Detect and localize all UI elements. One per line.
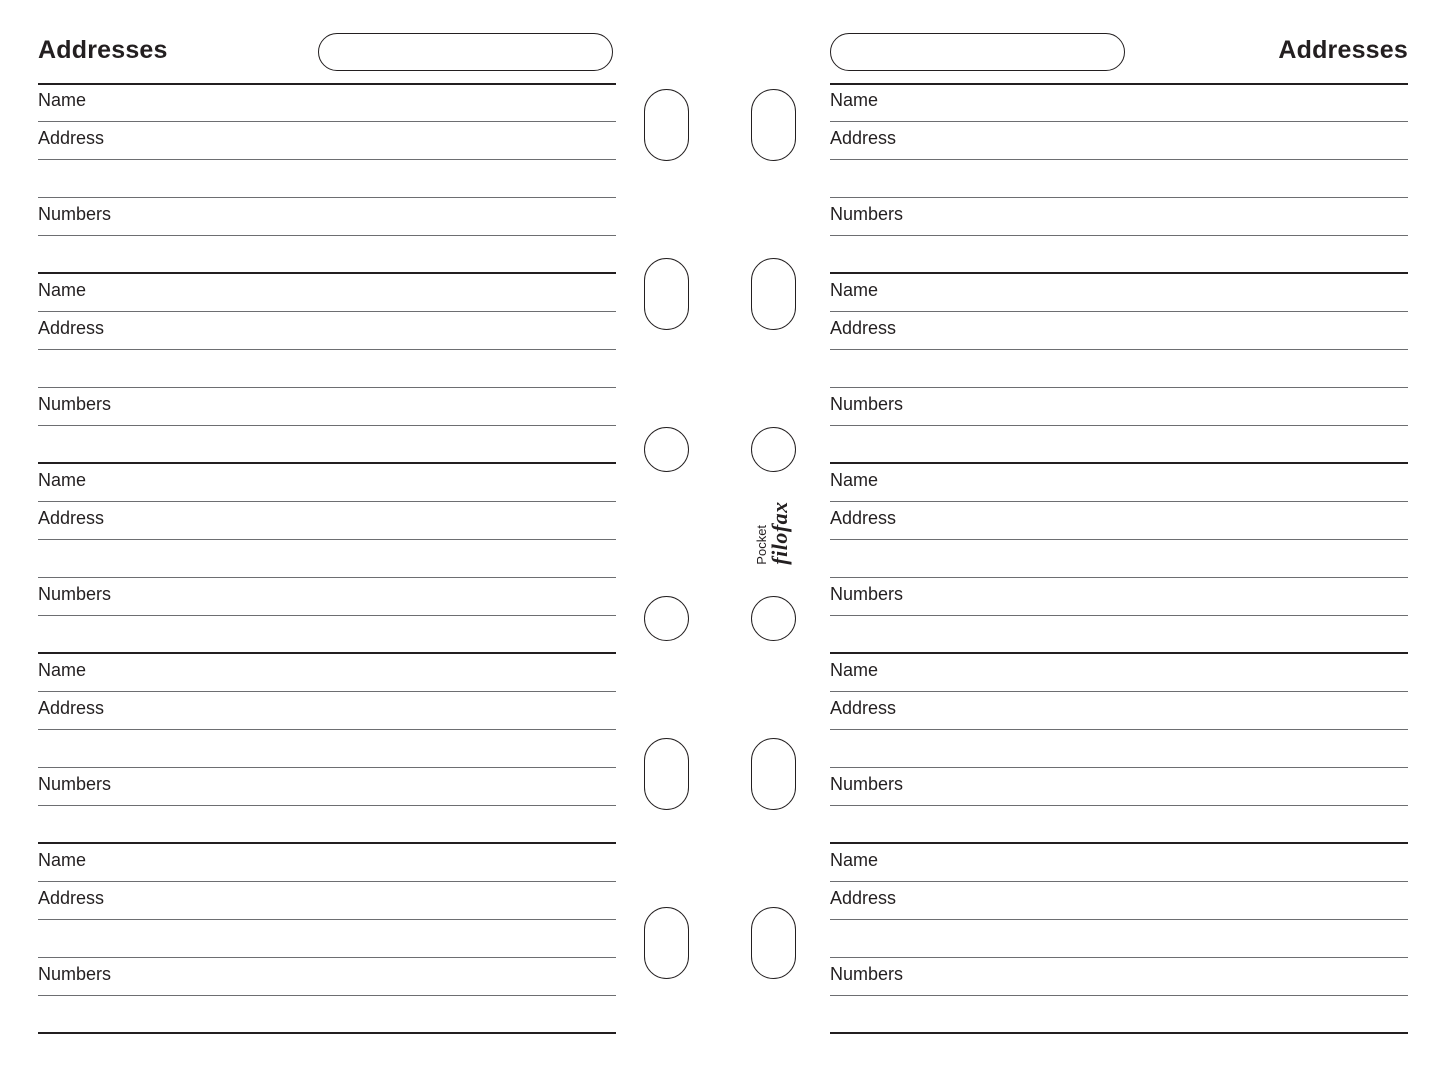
name-label: Name bbox=[830, 470, 879, 490]
address-row[interactable] bbox=[38, 882, 616, 920]
address-line-row[interactable] bbox=[830, 350, 1408, 388]
address-label: Address bbox=[830, 698, 897, 718]
address-line-row[interactable] bbox=[38, 540, 616, 578]
name-row[interactable] bbox=[830, 844, 1408, 882]
address-row[interactable] bbox=[830, 882, 1408, 920]
name-label: Name bbox=[38, 470, 87, 490]
address-row[interactable] bbox=[830, 692, 1408, 730]
numbers-label: Numbers bbox=[38, 584, 112, 604]
name-label: Name bbox=[830, 850, 879, 870]
address-label: Address bbox=[38, 128, 105, 148]
numbers-line-row[interactable] bbox=[38, 236, 616, 274]
numbers-line-row[interactable] bbox=[830, 996, 1408, 1034]
numbers-row[interactable] bbox=[38, 768, 616, 806]
numbers-row[interactable] bbox=[38, 958, 616, 996]
numbers-line-row[interactable] bbox=[38, 806, 616, 844]
numbers-row[interactable] bbox=[830, 388, 1408, 426]
numbers-line-row[interactable] bbox=[38, 616, 616, 654]
address-row[interactable] bbox=[830, 122, 1408, 160]
index-tab-box[interactable] bbox=[830, 33, 1125, 71]
address-label: Address bbox=[830, 508, 897, 528]
logo-rotated bbox=[755, 501, 791, 564]
address-entry bbox=[830, 654, 1408, 844]
name-label: Name bbox=[38, 90, 87, 110]
binder-hole-oval bbox=[644, 89, 689, 161]
address-row[interactable] bbox=[38, 502, 616, 540]
binder-hole-oval bbox=[751, 89, 796, 161]
numbers-label: Numbers bbox=[830, 204, 904, 224]
numbers-line-row[interactable] bbox=[830, 236, 1408, 274]
address-entry bbox=[830, 844, 1408, 1034]
address-line-row[interactable] bbox=[38, 160, 616, 198]
address-entry bbox=[38, 274, 616, 464]
address-row[interactable] bbox=[38, 692, 616, 730]
address-entry bbox=[830, 464, 1408, 654]
name-row[interactable] bbox=[830, 464, 1408, 502]
binder-hole-round bbox=[751, 427, 796, 472]
name-row[interactable] bbox=[830, 84, 1408, 122]
logo-brand: filofax bbox=[767, 501, 792, 565]
name-row[interactable] bbox=[830, 274, 1408, 312]
right-page bbox=[830, 0, 1408, 1067]
numbers-row[interactable] bbox=[830, 958, 1408, 996]
left-page bbox=[38, 0, 616, 1067]
address-entry bbox=[830, 84, 1408, 274]
binder-hole-oval bbox=[644, 907, 689, 979]
address-label: Address bbox=[830, 128, 897, 148]
numbers-label: Numbers bbox=[830, 584, 904, 604]
numbers-label: Numbers bbox=[38, 774, 112, 794]
name-row[interactable] bbox=[38, 84, 616, 122]
address-entry bbox=[38, 654, 616, 844]
index-tab-box[interactable] bbox=[318, 33, 613, 71]
address-row[interactable] bbox=[830, 502, 1408, 540]
numbers-line-row[interactable] bbox=[830, 806, 1408, 844]
numbers-line-row[interactable] bbox=[38, 996, 616, 1034]
numbers-row[interactable] bbox=[38, 388, 616, 426]
binder-hole-oval bbox=[644, 258, 689, 330]
name-row[interactable] bbox=[38, 654, 616, 692]
address-row[interactable] bbox=[38, 122, 616, 160]
name-label: Name bbox=[830, 280, 879, 300]
address-entries bbox=[38, 84, 616, 1034]
name-row[interactable] bbox=[830, 654, 1408, 692]
name-label: Name bbox=[830, 90, 879, 110]
address-line-row[interactable] bbox=[830, 730, 1408, 768]
numbers-row[interactable] bbox=[830, 578, 1408, 616]
name-row[interactable] bbox=[38, 274, 616, 312]
numbers-row[interactable] bbox=[38, 198, 616, 236]
address-line-row[interactable] bbox=[830, 160, 1408, 198]
binder-hole-oval bbox=[751, 907, 796, 979]
address-line-row[interactable] bbox=[38, 920, 616, 958]
binder-hole-oval bbox=[751, 258, 796, 330]
numbers-row[interactable] bbox=[38, 578, 616, 616]
address-entries bbox=[830, 84, 1408, 1034]
binder-hole-round bbox=[644, 596, 689, 641]
numbers-label: Numbers bbox=[38, 204, 112, 224]
address-label: Address bbox=[38, 698, 105, 718]
address-entry bbox=[38, 84, 616, 274]
numbers-label: Numbers bbox=[830, 394, 904, 414]
address-entry bbox=[830, 274, 1408, 464]
numbers-row[interactable] bbox=[830, 198, 1408, 236]
address-label: Address bbox=[38, 888, 105, 908]
numbers-label: Numbers bbox=[38, 394, 112, 414]
numbers-row[interactable] bbox=[830, 768, 1408, 806]
numbers-label: Numbers bbox=[830, 774, 904, 794]
address-row[interactable] bbox=[38, 312, 616, 350]
address-line-row[interactable] bbox=[38, 730, 616, 768]
page-title: Addresses bbox=[1278, 36, 1408, 64]
name-label: Name bbox=[38, 850, 87, 870]
numbers-line-row[interactable] bbox=[830, 616, 1408, 654]
address-row[interactable] bbox=[830, 312, 1408, 350]
name-label: Name bbox=[38, 280, 87, 300]
binder-hole-round bbox=[751, 596, 796, 641]
address-label: Address bbox=[38, 318, 105, 338]
name-row[interactable] bbox=[38, 844, 616, 882]
address-line-row[interactable] bbox=[830, 540, 1408, 578]
address-entry bbox=[38, 844, 616, 1034]
numbers-line-row[interactable] bbox=[38, 426, 616, 464]
address-line-row[interactable] bbox=[830, 920, 1408, 958]
name-label: Name bbox=[830, 660, 879, 680]
address-label: Address bbox=[830, 318, 897, 338]
numbers-line-row[interactable] bbox=[830, 426, 1408, 464]
binder-hole-oval bbox=[644, 738, 689, 810]
address-entry bbox=[38, 464, 616, 654]
address-label: Address bbox=[830, 888, 897, 908]
numbers-label: Numbers bbox=[38, 964, 112, 984]
address-label: Address bbox=[38, 508, 105, 528]
numbers-label: Numbers bbox=[830, 964, 904, 984]
binder-hole-oval bbox=[751, 738, 796, 810]
address-line-row[interactable] bbox=[38, 350, 616, 388]
name-row[interactable] bbox=[38, 464, 616, 502]
logo-size-label: Pocket bbox=[754, 524, 769, 565]
page-title: Addresses bbox=[38, 36, 168, 64]
name-label: Name bbox=[38, 660, 87, 680]
binder-hole-round bbox=[644, 427, 689, 472]
